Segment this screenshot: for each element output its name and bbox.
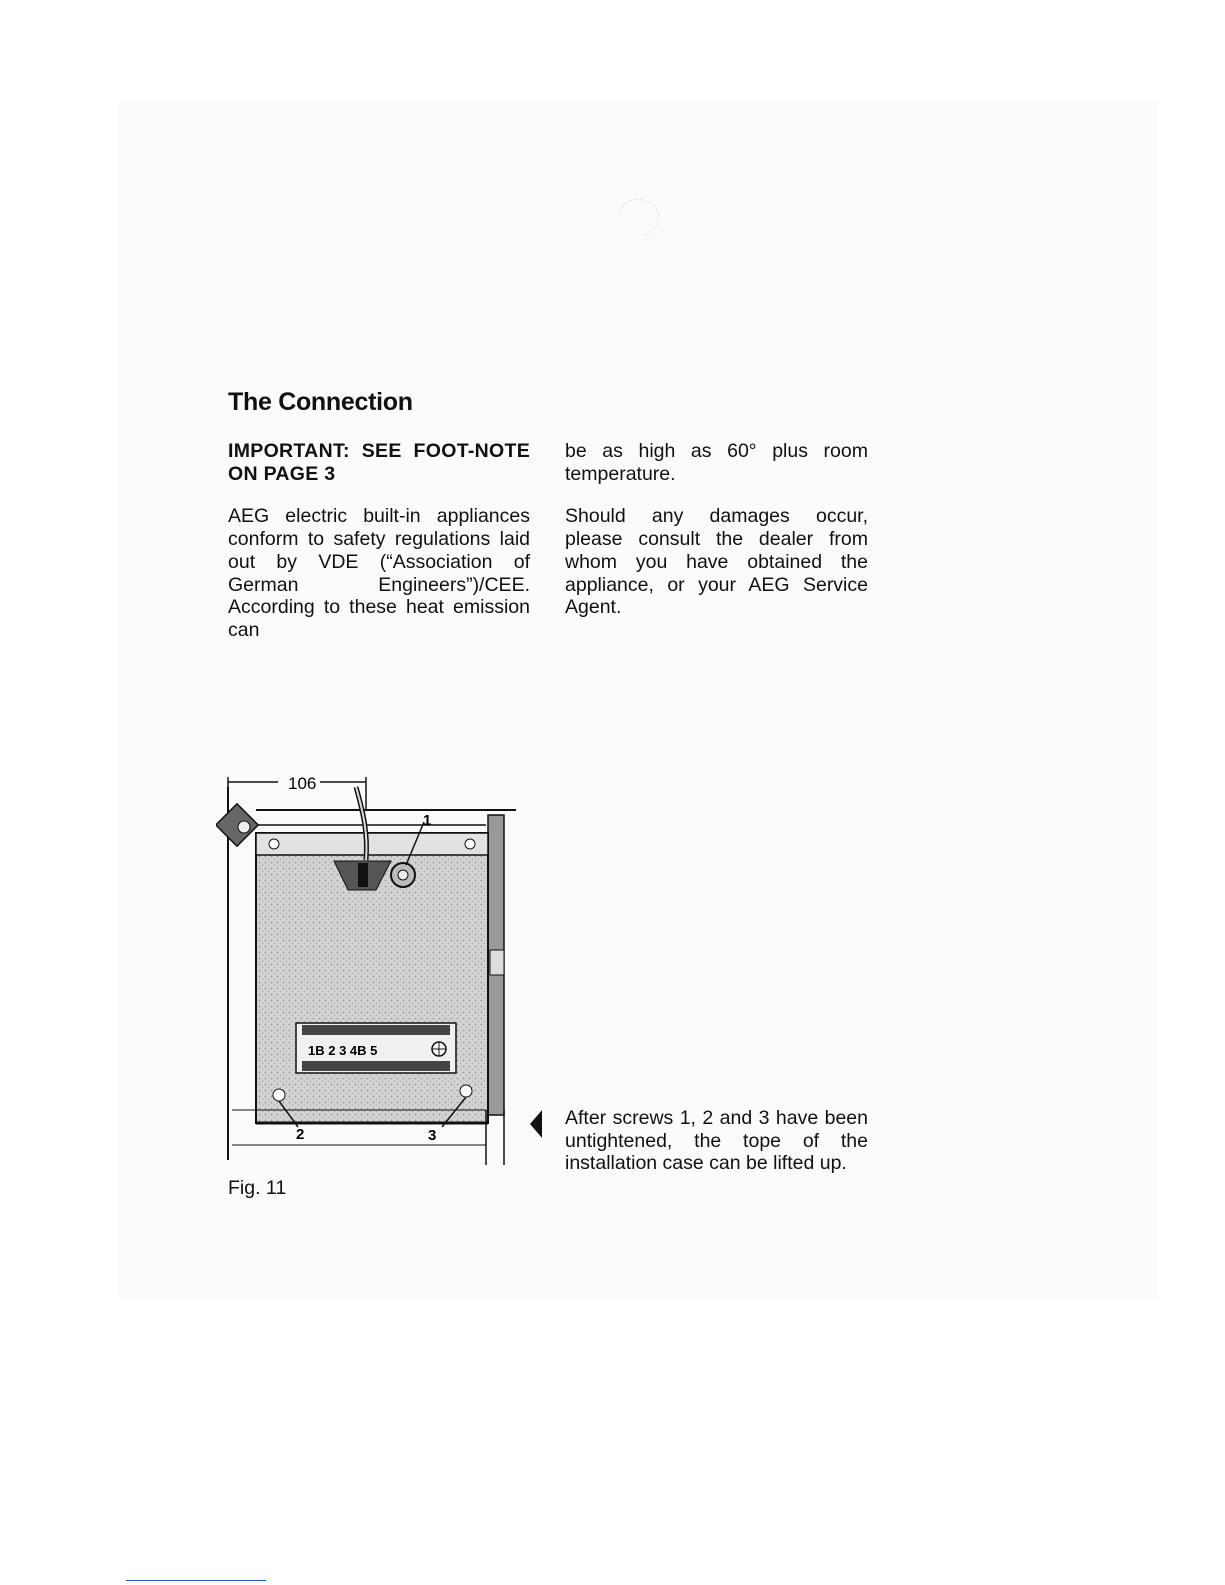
important-note: IMPORTANT: SEE FOOT-NOTE ON PAGE 3 [228,440,530,485]
screw-label-1: 1 [423,812,432,829]
figure-caption: Fig. 11 [228,1177,287,1199]
damage-paragraph: Should any damages occur, please consult the dealer from whom you have obtained the appliance, or your AEG Service Agent. [565,505,868,619]
terminal-labels: 1B 2 3 4B 5 [308,1043,378,1058]
left-column [228,440,530,642]
right-column [565,440,868,619]
instruction-text [565,1107,868,1175]
dimension-label: 106 [288,774,317,793]
page-title: The Connection [228,388,413,416]
faint-scan-mark [612,190,662,240]
instruction-paragraph: After screws 1, 2 and 3 have been untightened, the tope of the installation case can be lifted up. [565,1107,868,1175]
heat-paragraph: be as high as 60° plus room temperature. [565,440,868,485]
link-underline [126,1580,266,1581]
screw-label-2: 2 [296,1126,305,1143]
intro-paragraph: AEG electric built-in appliances conform to safety regulations laid out by VDE (“Association of German Engineers”)/CEE. According to these heat emission can [228,505,530,641]
installation-case-figure [216,765,526,1175]
pointer-arrow-icon [530,1110,542,1138]
screw-label-3: 3 [428,1127,437,1144]
